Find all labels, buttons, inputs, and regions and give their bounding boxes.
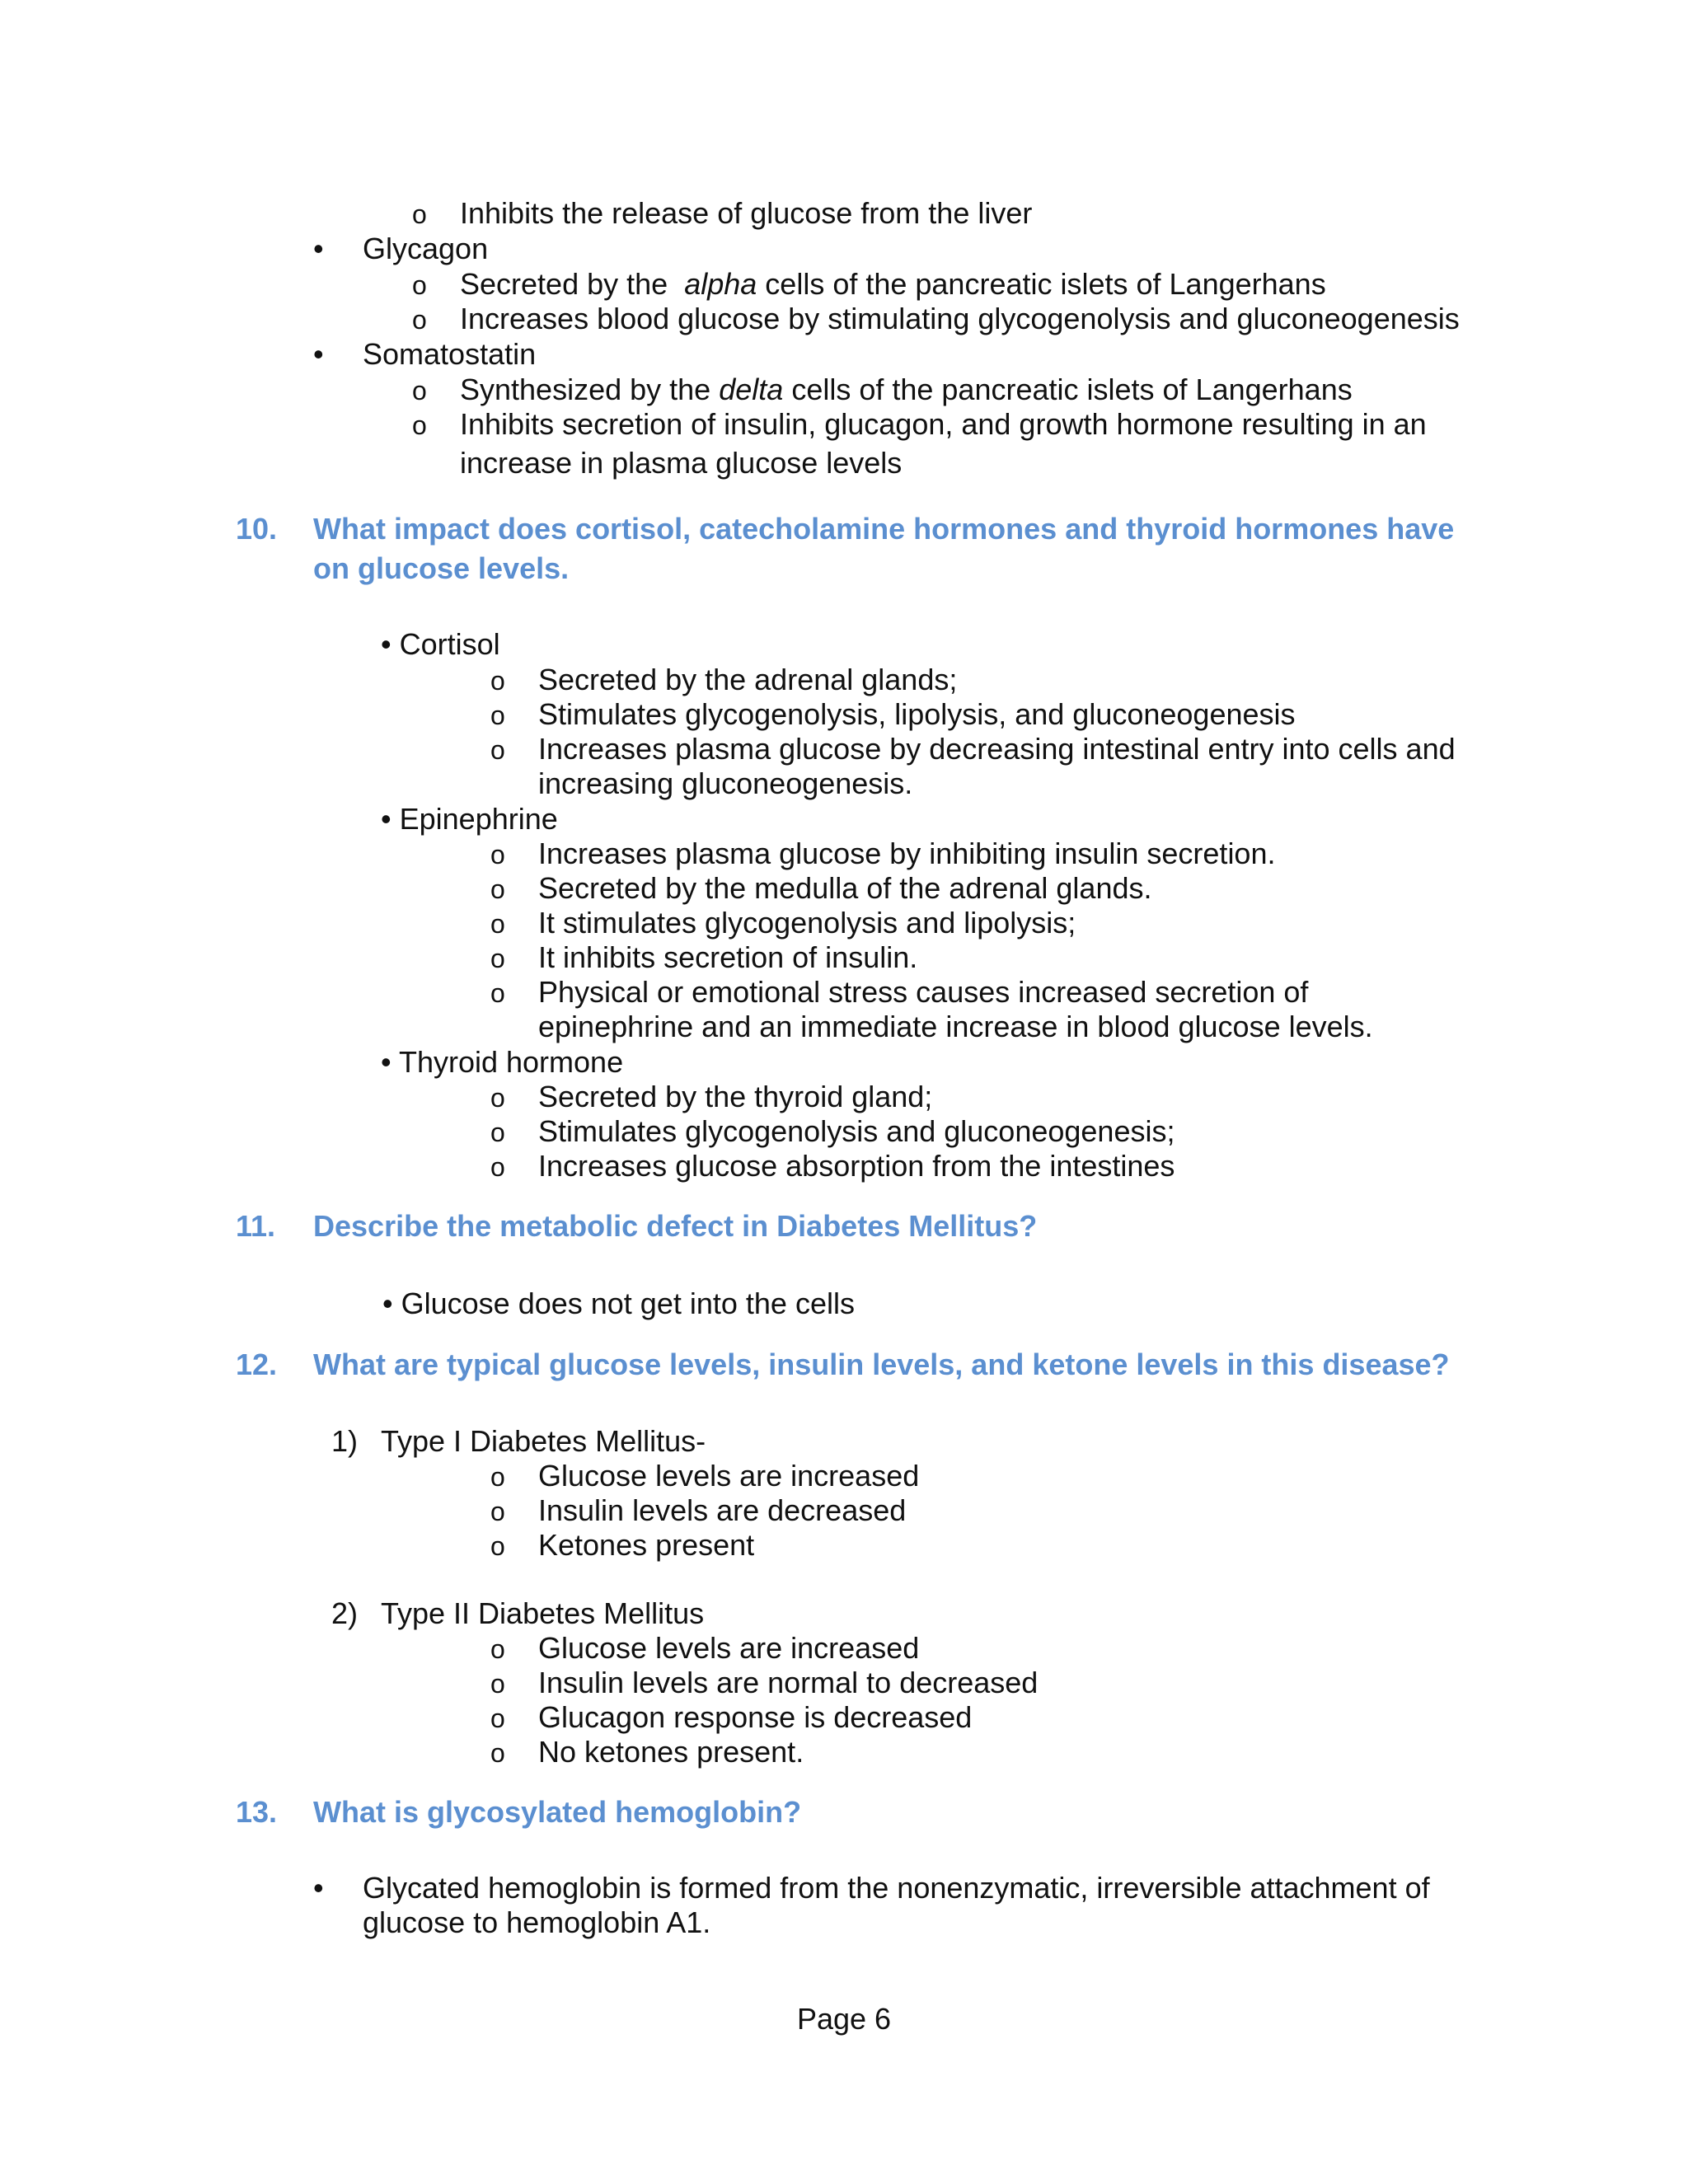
circle-bullet-icon [412,302,427,337]
circle-bullet-icon [490,1459,505,1494]
bullet-icon [313,232,324,266]
type1-title: Type I Diabetes Mellitus- [381,1424,706,1458]
bullet-icon [381,802,392,836]
q13-answer-line-2: glucose to hemoglobin A1. [363,1905,711,1939]
circle-bullet-icon [490,906,505,941]
cortisol-item-3-cont: increasing gluconeogenesis. [538,766,913,800]
thyroid-title: • Thyroid hormone [381,1045,623,1080]
type1-label: 1) [331,1424,359,1458]
italic-alpha: alpha [684,267,757,301]
question-10-line-2: on glucose levels. [313,551,570,585]
circle-bullet-icon [412,407,427,443]
circle-bullet-icon [490,1735,505,1770]
circle-bullet-icon [490,697,505,733]
bullet-icon [313,1871,324,1905]
bullet-icon [381,1045,392,1079]
epinephrine-item-5: Physical or emotional stress causes increased secretion of [538,975,1309,1009]
circle-bullet-icon [490,663,505,698]
circle-bullet-icon [490,1528,505,1563]
question-13-text: What is glycosylated hemoglobin? [313,1795,802,1829]
type1-item-2: Insulin levels are decreased [538,1493,907,1527]
question-number-11: 11. [236,1209,276,1243]
circle-bullet-icon [490,1631,505,1666]
circle-bullet-icon [490,732,505,767]
italic-delta: delta [719,373,784,406]
circle-bullet-icon [412,267,427,302]
circle-bullet-icon [490,1114,505,1150]
circle-bullet-icon [490,940,505,976]
somatostatin-point-1: Synthesized by the delta cells of the pancreatic islets of Langerhans [460,373,1353,406]
somatostatin-point-2a: Inhibits secretion of insulin, glucagon, and growth hormone resulting in an [460,407,1427,441]
type2-title: Type II Diabetes Mellitus [381,1596,705,1630]
circle-bullet-icon [490,871,505,907]
insulin-point: Inhibits the release of glucose from the liver [460,196,1033,230]
question-number-12: 12. [236,1347,278,1381]
epinephrine-title: • Epinephrine [381,802,558,837]
cortisol-item-2: Stimulates glycogenolysis, lipolysis, and gluconeogenesis [538,697,1296,731]
glucagon-title: Glycagon [363,232,489,265]
bullet-icon [313,337,324,372]
question-10-line-1: What impact does cortisol, catecholamine hormones and thyroid hormones have [313,512,1455,546]
question-12-text: What are typical glucose levels, insulin levels, and ketone levels in this disease? [313,1347,1450,1381]
cortisol-item-3: Increases plasma glucose by decreasing intestinal entry into cells and [538,732,1456,766]
circle-bullet-icon [490,1700,505,1736]
type2-item-1: Glucose levels are increased [538,1631,920,1665]
circle-bullet-icon [490,975,505,1010]
bullet-icon [381,627,392,661]
bullet-icon [382,1286,393,1320]
type2-label: 2) [331,1596,359,1630]
glucagon-point-1: Secreted by the alpha cells of the pancreatic islets of Langerhans [460,267,1326,301]
epinephrine-item-3: It stimulates glycogenolysis and lipolysis; [538,906,1076,940]
type2-item-2: Insulin levels are normal to decreased [538,1666,1039,1699]
page-number: Page 6 [796,2002,892,2036]
circle-bullet-icon [412,373,427,408]
q13-answer-line-1: Glycated hemoglobin is formed from the nonenzymatic, irreversible attachment of [363,1871,1430,1905]
epinephrine-item-5-cont: epinephrine and an immediate increase in blood glucose levels. [538,1010,1373,1043]
question-number-10: 10. [236,512,278,546]
epinephrine-item-1: Increases plasma glucose by inhibiting insulin secretion. [538,837,1276,870]
question-11-text: Describe the metabolic defect in Diabetes Mellitus? [313,1209,1038,1243]
somatostatin-point-2b: increase in plasma glucose levels [460,446,903,480]
thyroid-item-2: Stimulates glycogenolysis and gluconeogenesis; [538,1114,1175,1148]
somatostatin-title: Somatostatin [363,337,537,371]
cortisol-title: • Cortisol [381,627,500,662]
circle-bullet-icon [490,1493,505,1529]
circle-bullet-icon [412,196,427,232]
circle-bullet-icon [490,1149,505,1184]
circle-bullet-icon [490,1080,505,1115]
epinephrine-item-2: Secreted by the medulla of the adrenal glands. [538,871,1152,905]
type1-item-3: Ketones present [538,1528,755,1562]
question-number-13: 13. [236,1795,278,1829]
epinephrine-item-4: It inhibits secretion of insulin. [538,940,918,974]
thyroid-item-3: Increases glucose absorption from the intestines [538,1149,1175,1183]
glucagon-point-2: Increases blood glucose by stimulating glycogenolysis and gluconeogenesis [460,302,1460,335]
cortisol-item-1: Secreted by the adrenal glands; [538,663,958,696]
type2-item-3: Glucagon response is decreased [538,1700,973,1734]
circle-bullet-icon [490,837,505,872]
type2-item-4: No ketones present. [538,1735,804,1769]
thyroid-item-1: Secreted by the thyroid gland; [538,1080,933,1113]
type1-item-1: Glucose levels are increased [538,1459,920,1493]
q11-answer: • Glucose does not get into the cells [382,1286,855,1321]
circle-bullet-icon [490,1666,505,1701]
